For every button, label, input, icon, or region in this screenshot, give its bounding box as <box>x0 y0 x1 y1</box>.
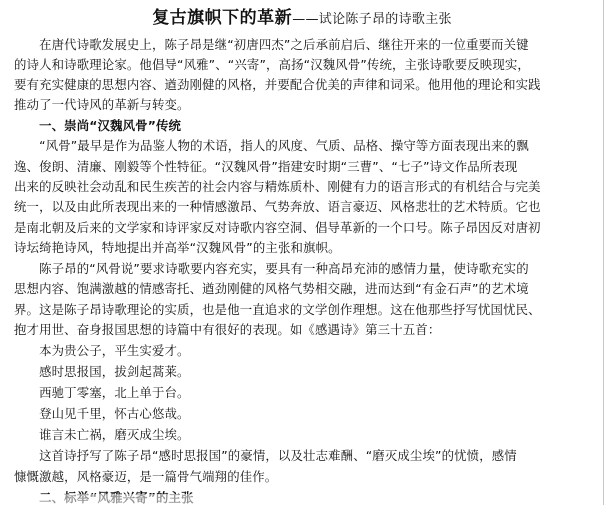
body-line: 界。这是陈子昂诗歌理论的实质，也是他一直追求的文学创作理想。这在他那些抒写忧国忧民、 <box>14 302 541 317</box>
body-line: 思想内容、饱满激越的情感寄托、遒劲刚健的风格气势相交融，进而达到“有金石声”的艺术境 <box>14 281 529 296</box>
article-title <box>0 6 604 32</box>
body-line: 要有充实健康的思想内容、遒劲刚健的风格，并要配合优美的声律和词采。他用他的理论和实践 <box>14 77 541 92</box>
title-subtitle: ——试论陈子昂的诗歌主张 <box>292 12 452 27</box>
body-line: 出来的反映社会动乱和民生疾苦的社会内容与精炼质朴、刚健有力的语言形式的有机结合与完美 <box>14 179 541 194</box>
body-line: 在唐代诗歌发展史上，陈子昂是继“初唐四杰”之后承前启后、继往开来的一位重要而关键 <box>14 37 529 52</box>
body-line: 陈子昂的“风骨说”要求诗歌要内容充实，要具有一种高昂充沛的感情力量，使诗歌充实的 <box>14 261 529 276</box>
body-line: “风骨”最早是作为品鉴人物的术语，指人的风度、气质、品格、操守等方面表现出来的飘 <box>14 138 529 153</box>
title-main: 复古旗帜下的革新 <box>152 8 293 28</box>
page-cutoff-fade <box>0 494 604 505</box>
body-line: 逸、俊朗、清廉、刚毅等个性特征。“汉魏风骨”指建安时期“三曹”、“七子”诗文作品所表现 <box>14 159 518 174</box>
body-line: 推动了一代诗风的革新与转变。 <box>14 97 190 112</box>
body-line: 统一，以及由此所表现出来的一种情感激昂、气势奔放、语言豪迈、风格悲壮的艺术特质。它也 <box>14 199 541 214</box>
body-line: 是南北朝及后来的文学家和诗评家反对诗歌内容空洞、倡导革新的一个口号。陈子昂因反对唐初 <box>14 220 541 235</box>
body-line: 抱才用世、奋身报国思想的诗篇中有很好的表现。如《感遇诗》第三十五首： <box>14 322 441 337</box>
section-heading: 一、崇尚“汉魏风骨”传统 <box>14 118 182 133</box>
poem-line: 登山见千里，怀古心悠哉。 <box>14 406 190 421</box>
poem-line: 西驰丁零塞，北上单于台。 <box>14 385 190 400</box>
poem-line: 谁言未亡祸，磨灭成尘埃。 <box>14 427 190 442</box>
poem-line: 感时思报国，拔剑起蒿莱。 <box>14 364 190 379</box>
body-line: 诗坛绮艳诗风，特地提出并高举“汉魏风骨”的主张和旗帜。 <box>14 240 341 255</box>
body-line: 这首诗抒写了陈子昂“感时思报国”的豪情，以及壮志难酬、“磨灭成尘埃”的忧愤，感情 <box>14 448 517 463</box>
body-line: 慷慨激越，风格豪迈，是一篇骨气端翔的佳作。 <box>14 469 278 484</box>
poem-line: 本为贵公子，平生实爱才。 <box>14 343 190 358</box>
body-line: 的诗人和诗歌理论家。他倡导“风雅”、“兴寄”，高扬“汉魏风骨”传统，主张诗歌要反映现实， <box>14 57 530 72</box>
